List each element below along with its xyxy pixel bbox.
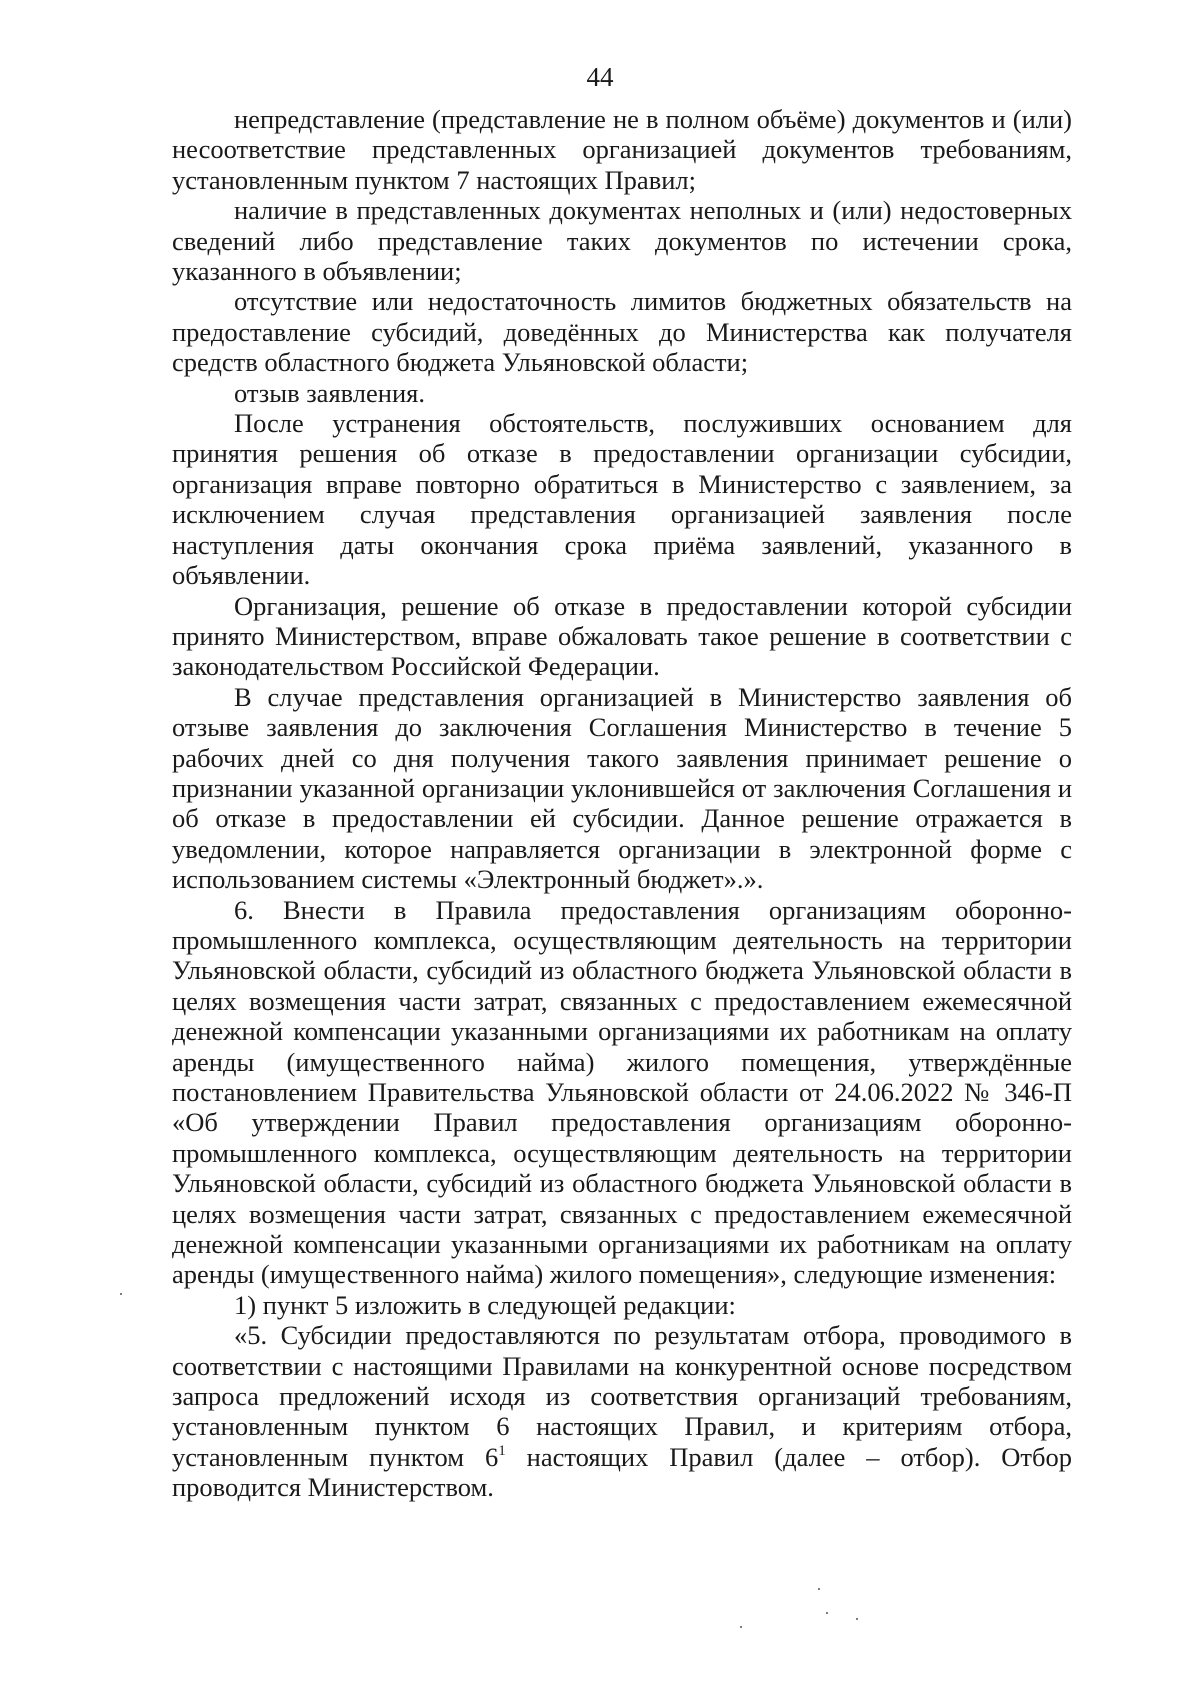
paragraph-incomplete-info: наличие в представленных документах неполных и (или) недостоверных сведений либо представление таких документов по истечении срока, указанного в объявлении;: [172, 195, 1072, 287]
scan-speck: [856, 1618, 858, 1620]
clause-5-text: «5. Субсидии предоставляются по результатам отбора, проводимого в соответствии с настоящими Правилами на конкурентной основе посредством запроса предложений исходя из соответствия организаций требованиям, установленным пунктом 6 настоящих Правил, и критериям отбора, установленным пунктом 6: [172, 1320, 1072, 1472]
paragraph-withdrawal-decision: В случае представления организацией в Министерство заявления об отзыве заявления до заключения Соглашения Министерство в течение 5 рабочих дней со дня получения такого заявления принимает решение о признании указанной организации уклонившейся от заключения Соглашения и об отказе в предоставлении ей субсидии. Данное решение отражается в уведомлении, которое направляется организации в электронной форме с использованием системы «Электронный бюджет».».: [172, 681, 1072, 895]
scan-speck: [826, 1612, 828, 1614]
paragraph-reapply: После устранения обстоятельств, послуживших основанием для принятия решения об отказе в предоставлении организации субсидии, организация вправе повторно обратиться в Министерство с заявлением, за исключением случая представления организацией заявления после наступления даты окончания срока приёма заявлений, указанного в объявлении.: [172, 408, 1072, 591]
paragraph-subitem-1: 1) пункт 5 изложить в следующей редакции:: [234, 1289, 736, 1320]
document-body: [172, 104, 1072, 1503]
paragraph-withdrawal: отзыв заявления.: [234, 377, 425, 408]
paragraph-item-6: 6. Внести в Правила предоставления организациям оборонно-промышленного комплекса, осуществляющим деятельность на территории Ульяновской области, субсидий из областного бюджета Ульяновской области в целях возмещения части затрат, связанных с предоставлением ежемесячной денежной компенсации указанными организациями их работникам на оплату аренды (имущественного найма) жилого помещения, утверждённые постановлением Правительства Ульяновской области от 24.06.2022 № 346-П «Об утверждении Правил предоставления организациям оборонно-промышленного комплекса, осуществляющим деятельность на территории Ульяновской области, субсидий из областного бюджета Ульяновской области в целях возмещения части затрат, связанных с предоставлением ежемесячной денежной компенсации указанными организациями их работникам на оплату аренды (имущественного найма) жилого помещения», следующие изменения:: [172, 894, 1072, 1290]
scan-speck: [818, 1588, 820, 1590]
page-number: 44: [586, 62, 614, 92]
paragraph-appeal: Организация, решение об отказе в предоставлении которой субсидии принято Министерством, вправе обжаловать такое решение в соответствии с законодательством Российской Федерации.: [172, 590, 1072, 682]
scan-speck: [120, 1293, 122, 1295]
clause-5-text-end: настоящих Правил (далее – отбор). Отбор проводится Министерством.: [172, 1441, 1072, 1503]
scan-speck: [740, 1626, 742, 1628]
paragraph-no-documents: непредставление (представление не в полном объёме) документов и (или) несоответствие представленных организацией документов требованиям, установленным пунктом 7 настоящих Правил;: [172, 104, 1072, 195]
paragraph-budget-limits: отсутствие или недостаточность лимитов бюджетных обязательств на предоставление субсидий, доведённых до Министерства как получателя средств областного бюджета Ульяновской области;: [172, 286, 1072, 378]
paragraph-clause-5: [172, 1320, 1072, 1502]
superscript-marker: 1: [498, 1442, 506, 1459]
